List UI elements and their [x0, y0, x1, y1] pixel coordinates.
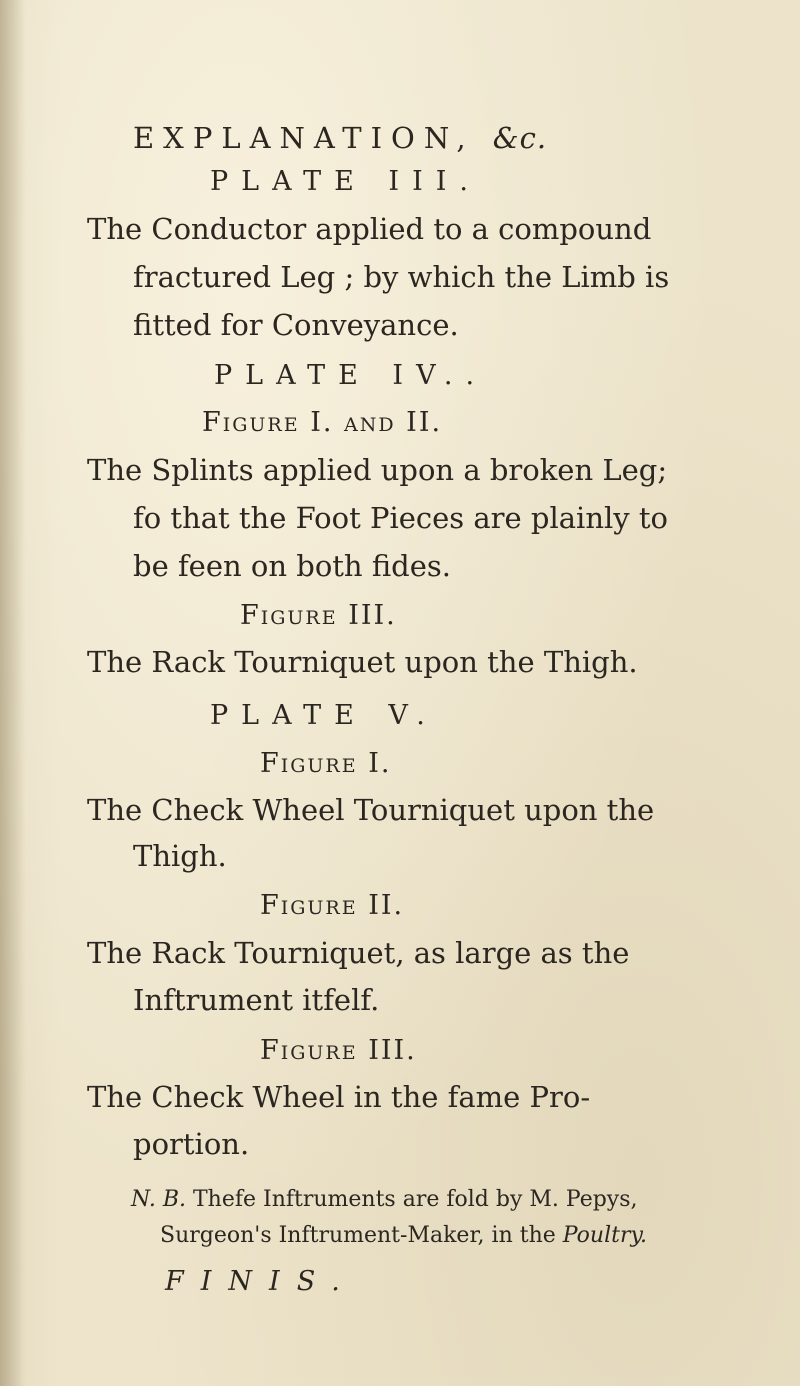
plate-iii-heading: PLATE III. — [210, 166, 481, 197]
title-etc: &c. — [492, 121, 548, 155]
plate-iv-figure-3-label: Figure III. — [240, 600, 397, 631]
note-place: Poultry. — [562, 1223, 647, 1248]
plate-v-figure-2-label: Figure II. — [260, 890, 405, 921]
plate-iv-figure-1-2-label: Figure I. and II. — [202, 407, 443, 438]
note-line-1-text: Thefe Inftruments are fold by M. Pepys, — [193, 1187, 638, 1212]
plate-v-fig1-line-2: Thigh. — [133, 839, 227, 873]
page-title — [133, 120, 547, 156]
note-line-2 — [160, 1222, 647, 1250]
plate-v-fig2-line-1: The Rack Tourniquet, as large as the — [87, 936, 630, 970]
plate-iv-fig3-line-1: The Rack Tourniquet upon the Thigh. — [87, 645, 638, 679]
plate-v-fig1-line-1: The Check Wheel Tourniquet upon the — [87, 793, 655, 827]
note-prefix: N. B. — [131, 1187, 186, 1212]
plate-v-fig2-line-2: Inftrument itfelf. — [133, 983, 380, 1017]
plate-v-figure-3-label: Figure III. — [260, 1035, 417, 1066]
finis: FINIS. — [165, 1266, 357, 1297]
plate-iv-fig12-line-2: fo that the Foot Pieces are plainly to — [133, 501, 668, 535]
note-line-2-text: Surgeon's Inftrument-Maker, in the — [160, 1223, 556, 1248]
title-main: EXPLANATION, — [133, 121, 475, 155]
plate-iv-heading: PLATE IV.. — [214, 360, 488, 391]
plate-iv-fig12-line-3: be feen on both fides. — [133, 549, 451, 583]
plate-v-heading: PLATE V. — [210, 700, 438, 731]
plate-iv-fig12-line-1: The Splints applied upon a broken Leg; — [87, 453, 668, 487]
plate-v-fig3-line-2: portion. — [133, 1127, 250, 1161]
plate-iii-line-3: fitted for Conveyance. — [133, 308, 459, 342]
plate-iii-line-1: The Conductor applied to a compound — [87, 212, 652, 246]
spine-shadow — [0, 0, 26, 1386]
plate-v-fig3-line-1: The Check Wheel in the fame Pro- — [87, 1080, 591, 1114]
plate-iii-line-2: fractured Leg ; by which the Limb is — [133, 260, 670, 294]
plate-v-figure-1-label: Figure I. — [260, 748, 392, 779]
note-line-1 — [131, 1186, 638, 1214]
